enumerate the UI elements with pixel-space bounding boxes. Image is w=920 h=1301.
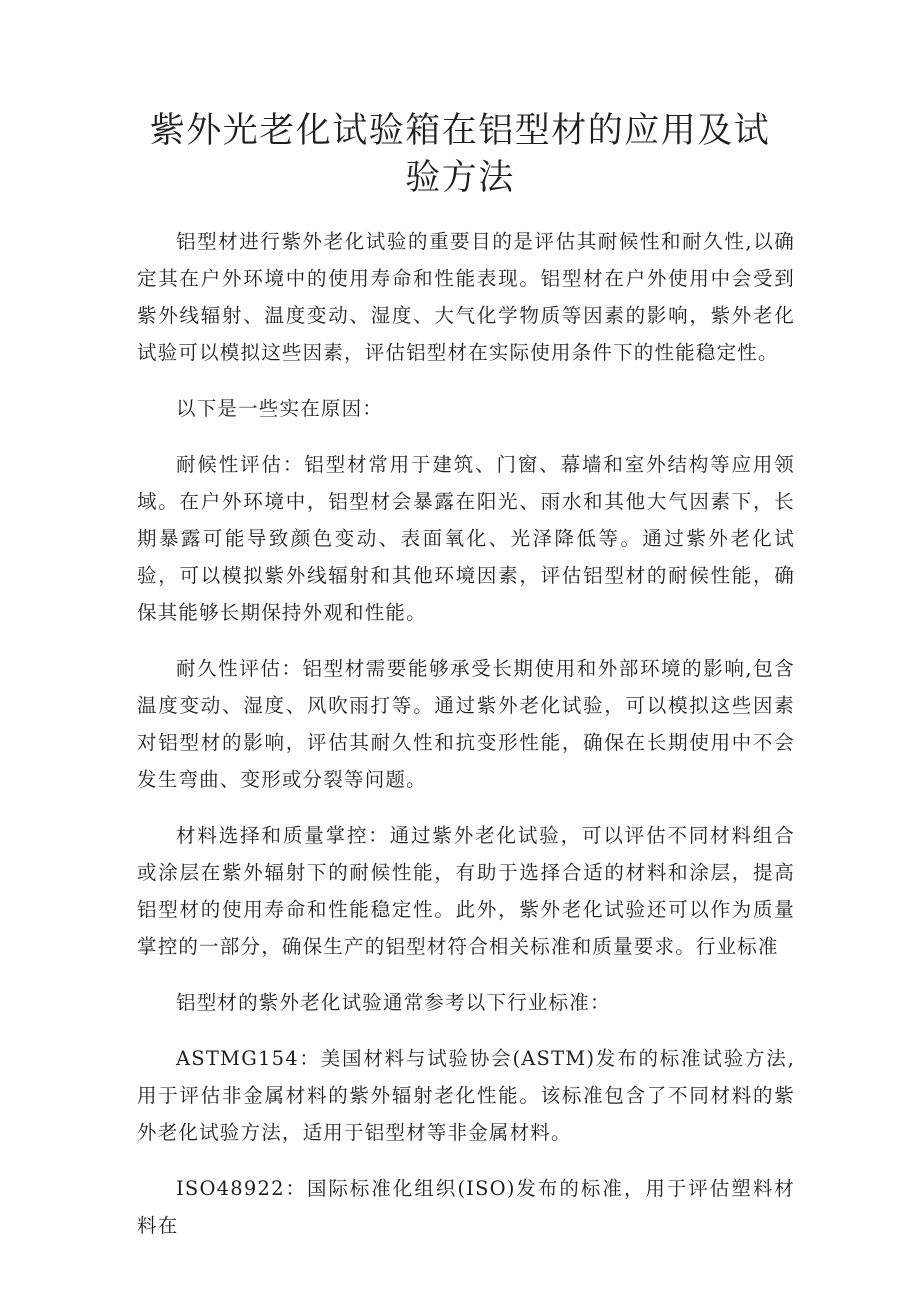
paragraph-standards-intro: 铝型材的紫外老化试验通常参考以下行业标准： <box>176 991 611 1014</box>
paragraph-reasons-intro: 以下是一些实在原因： <box>176 397 384 420</box>
paragraph-purpose: 铝型材进行紫外老化试验的重要目的是评估其耐候性和耐久性,以确定其在户外环境中的使用寿命和性能表现。铝型材在户外使用中会受到紫外线辐射、温度变动、湿度、大气化学物质等因素的影响，紫外老化试验可以模拟这些因素，评估铝型材在实际使用条件下的性能稳定性。 <box>137 230 795 364</box>
paragraph-weatherability: 耐候性评估：铝型材常用于建筑、门窗、幕墙和室外结构等应用领域。在户外环境中，铝型材会暴露在阳光、雨水和其他大气因素下，长期暴露可能导致颜色变动、表面氧化、光泽降低等。通过紫外老化试验，可以模拟紫外线辐射和其他环境因素，评估铝型材的耐候性能，确保其能够长期保持外观和性能。 <box>137 453 795 624</box>
document-body <box>137 223 795 1263</box>
document-title: 紫外光老化试验箱在铝型材的应用及试验方法 <box>149 111 771 198</box>
paragraph-material-selection: 材料选择和质量掌控：通过紫外老化试验，可以评估不同材料组合或涂层在紫外辐射下的耐候性能，有助于选择合适的材料和涂层，提高铝型材的使用寿命和性能稳定性。此外，紫外老化试验还可以作为质量掌控的一部分，确保生产的铝型材符合相关标准和质量要求。行业标准 <box>137 824 795 958</box>
paragraph-astm-g154: ASTMG154：美国材料与试验协会(ASTM)发布的标准试验方法,用于评估非金属材料的紫外辐射老化性能。该标准包含了不同材料的紫外老化试验方法，适用于铝型材等非金属材料。 <box>137 1047 795 1144</box>
paragraph-iso-4892: ISO48922：国际标准化组织(ISO)发布的标准，用于评估塑料材料在 <box>137 1177 795 1237</box>
paragraph-durability: 耐久性评估：铝型材需要能够承受长期使用和外部环境的影响,包含温度变动、湿度、风吹雨打等。通过紫外老化试验，可以模拟这些因素对铝型材的影响，评估其耐久性和抗变形性能，确保在长期使用中不会发生弯曲、变形或分裂等问题。 <box>137 657 795 791</box>
